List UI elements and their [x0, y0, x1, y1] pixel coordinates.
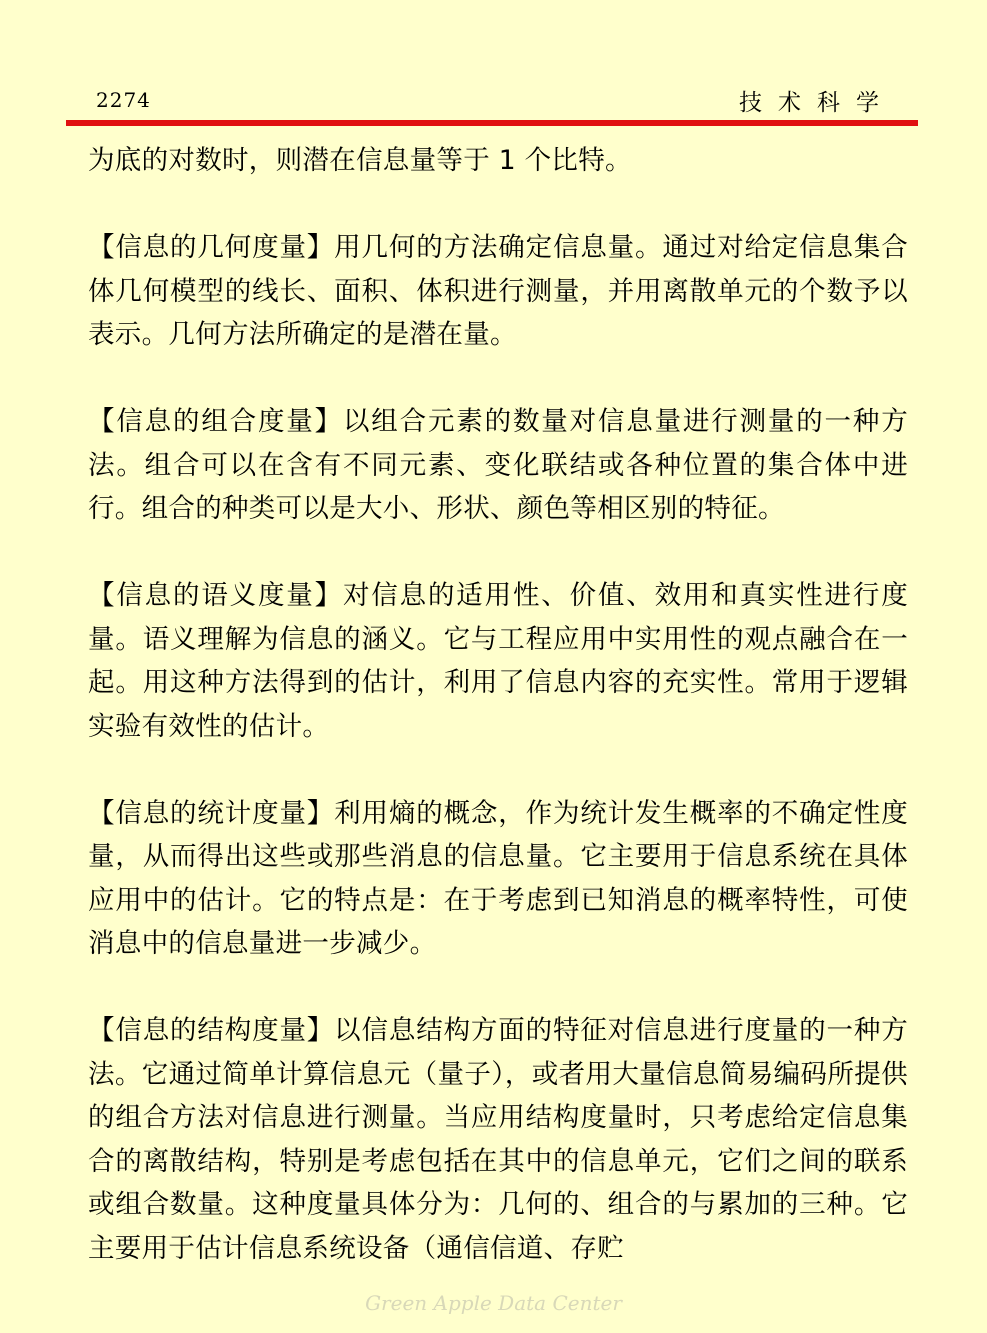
entry-term: 【信息的结构度量】 [88, 1015, 335, 1046]
entry-text: 以组合元素的数量对信息量进行测量的一种方法。组合可以在含有不同元素、变化联结或各种位置的集合体中进行。组合的种类可以是大小、形状、颜色等相区别的特征。 [88, 406, 909, 524]
entry-term: 【信息的组合度量】 [88, 406, 343, 437]
journal-title: 技术科学 [739, 90, 895, 116]
entry-text: 用几何的方法确定信息量。通过对给定信息集合体几何模型的线长、面积、体积进行测量，并用离散单元的个数予以表示。几何方法所确定的是潜在量。 [88, 232, 908, 350]
entry-term: 【信息的语义度量】 [88, 580, 343, 611]
entry-term: 【信息的统计度量】 [88, 797, 335, 829]
entry-structural-measure [88, 1009, 908, 1270]
entry-text: 对信息的适用性、价值、效用和真实性进行度量。语义理解为信息的涵义。它与工程应用中实用性的观点融合在一起。用这种方法得到的估计，利用了信息内容的充实性。常用于逻辑实验有效性的估计。 [88, 580, 909, 742]
entry-term: 【信息的几何度量】 [88, 232, 335, 263]
entry-combinatorial-measure [88, 400, 908, 531]
entry-semantic-measure [88, 574, 908, 748]
entry-text: 利用熵的概念，作为统计发生概率的不确定性度量，从而得出这些或那些消息的信息量。它主要用于信息系统在具体应用中的估计。它的特点是：在于考虑到已知消息的概率特性，可使消息中的信息量进一步减少。 [88, 797, 908, 959]
entry-statistical-measure [88, 792, 908, 966]
entry-text: 以信息结构方面的特征对信息进行度量的一种方法。它通过简单计算信息元（量子），或者用大量信息简易编码所提供的组合方法对信息进行测量。当应用结构度量时，只考虑给定信息集合的离散结构，特别是考虑包括在其中的信息单元，它们之间的联系或组合数量。这种度量具体分为：几何的、组合的与累加的三种。它主要用于估计信息系统设备（通信信道、存贮 [88, 1015, 908, 1264]
header-rule [66, 120, 918, 126]
page-header [0, 0, 987, 130]
document-body [88, 139, 908, 1314]
watermark: Green Apple Data Center [365, 1291, 622, 1315]
intro-paragraph: 为底的对数时，则潜在信息量等于 1 个比特。 [88, 145, 632, 176]
entry-geometric-measure [88, 226, 908, 357]
page-number: 2274 [96, 88, 151, 112]
